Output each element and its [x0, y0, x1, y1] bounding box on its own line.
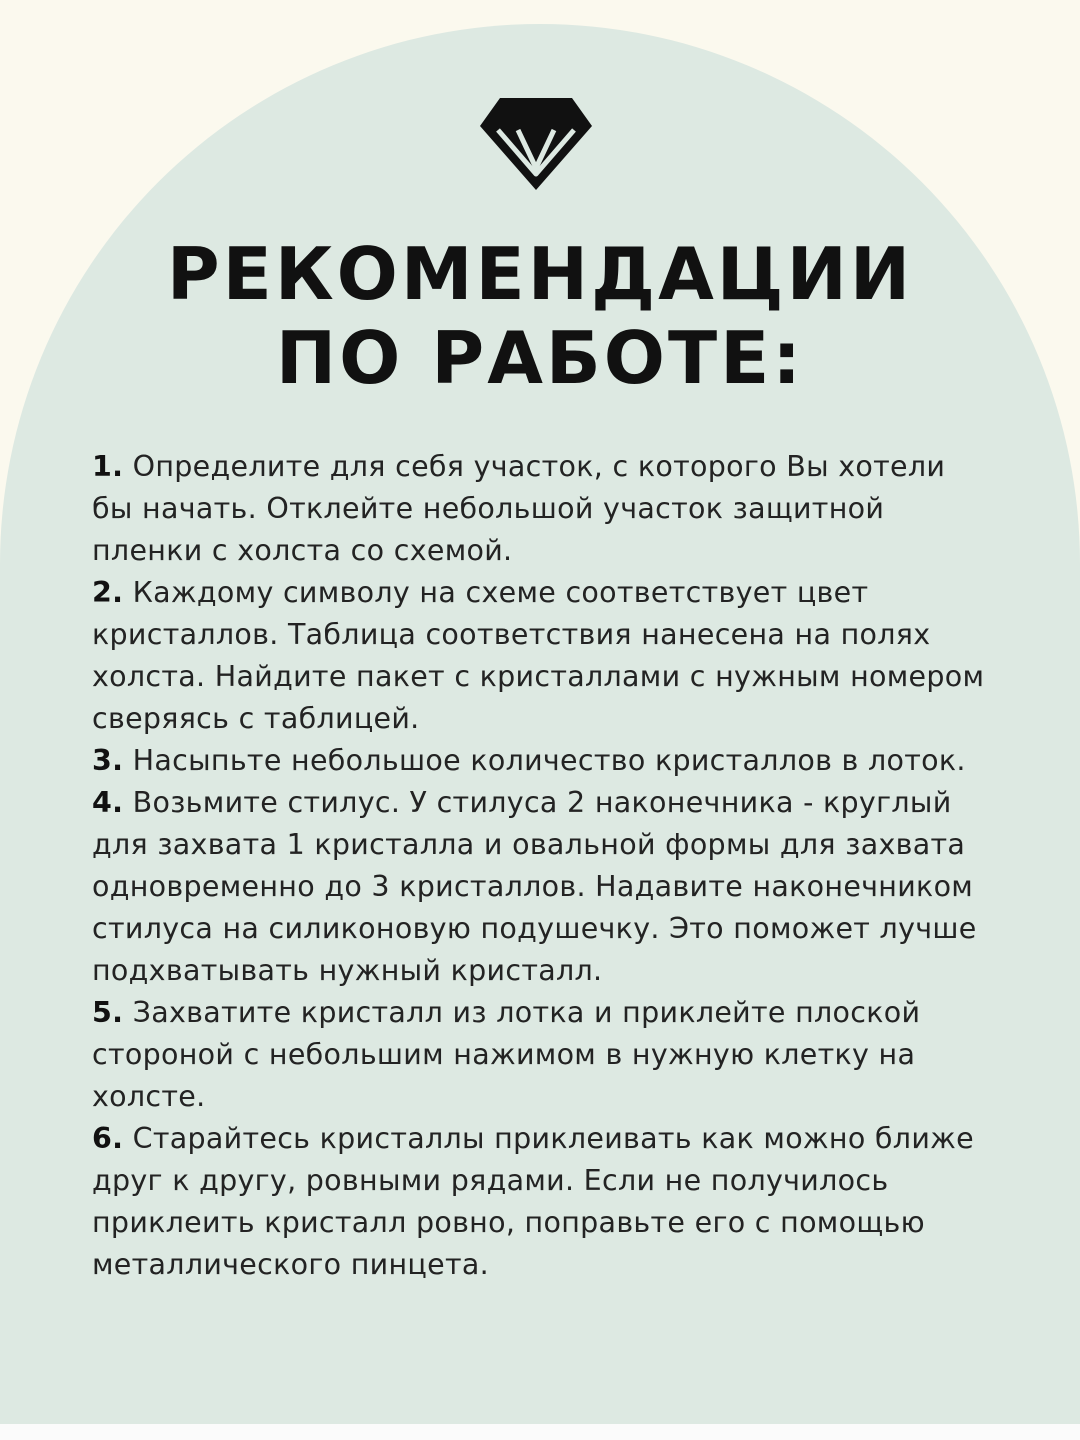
instructions-list: [92, 446, 992, 1286]
step-4: [92, 782, 992, 992]
step-number: 3.: [92, 744, 124, 777]
diamond-icon: [478, 96, 594, 192]
step-number: 6.: [92, 1122, 124, 1155]
step-2: [92, 572, 992, 740]
step-number: 4.: [92, 786, 124, 819]
step-text: Старайтесь кристаллы приклеивать как можно ближе друг к другу, ровными рядами. Если не получилось приклеить кристалл ровно, поправьте его с помощью металлического пинцета.: [92, 1122, 974, 1281]
step-6: [92, 1118, 992, 1286]
title-line-1: РЕКОМЕНДАЦИИ: [166, 232, 914, 316]
page-title: [0, 232, 1080, 400]
step-number: 1.: [92, 450, 124, 483]
step-text: Насыпьте небольшое количество кристаллов в лоток.: [132, 744, 966, 777]
step-text: Определите для себя участок, с которого Вы хотели бы начать. Отклейте небольшой участок защитной пленки с холста со схемой.: [92, 450, 946, 567]
step-text: Захватите кристалл из лотка и приклейте плоской стороной с небольшим нажимом в нужную клетку на холсте.: [92, 996, 921, 1113]
step-text: Возьмите стилус. У стилуса 2 наконечника - круглый для захвата 1 кристалла и овальной формы для захвата одновременно до 3 кристаллов. Надавите наконечником стилуса на силиконовую подушечку. Это поможет лучше подхватывать нужный кристалл.: [92, 786, 977, 987]
bottom-strip: [0, 1424, 1080, 1440]
step-number: 5.: [92, 996, 124, 1029]
title-line-2: ПО РАБОТЕ:: [275, 316, 805, 400]
step-text: Каждому символу на схеме соответствует цвет кристаллов. Таблица соответствия нанесена на полях холста. Найдите пакет с кристаллами с нужным номером сверяясь с таблицей.: [92, 576, 985, 735]
step-number: 2.: [92, 576, 124, 609]
step-5: [92, 992, 992, 1118]
step-1: [92, 446, 992, 572]
step-3: [92, 740, 992, 782]
